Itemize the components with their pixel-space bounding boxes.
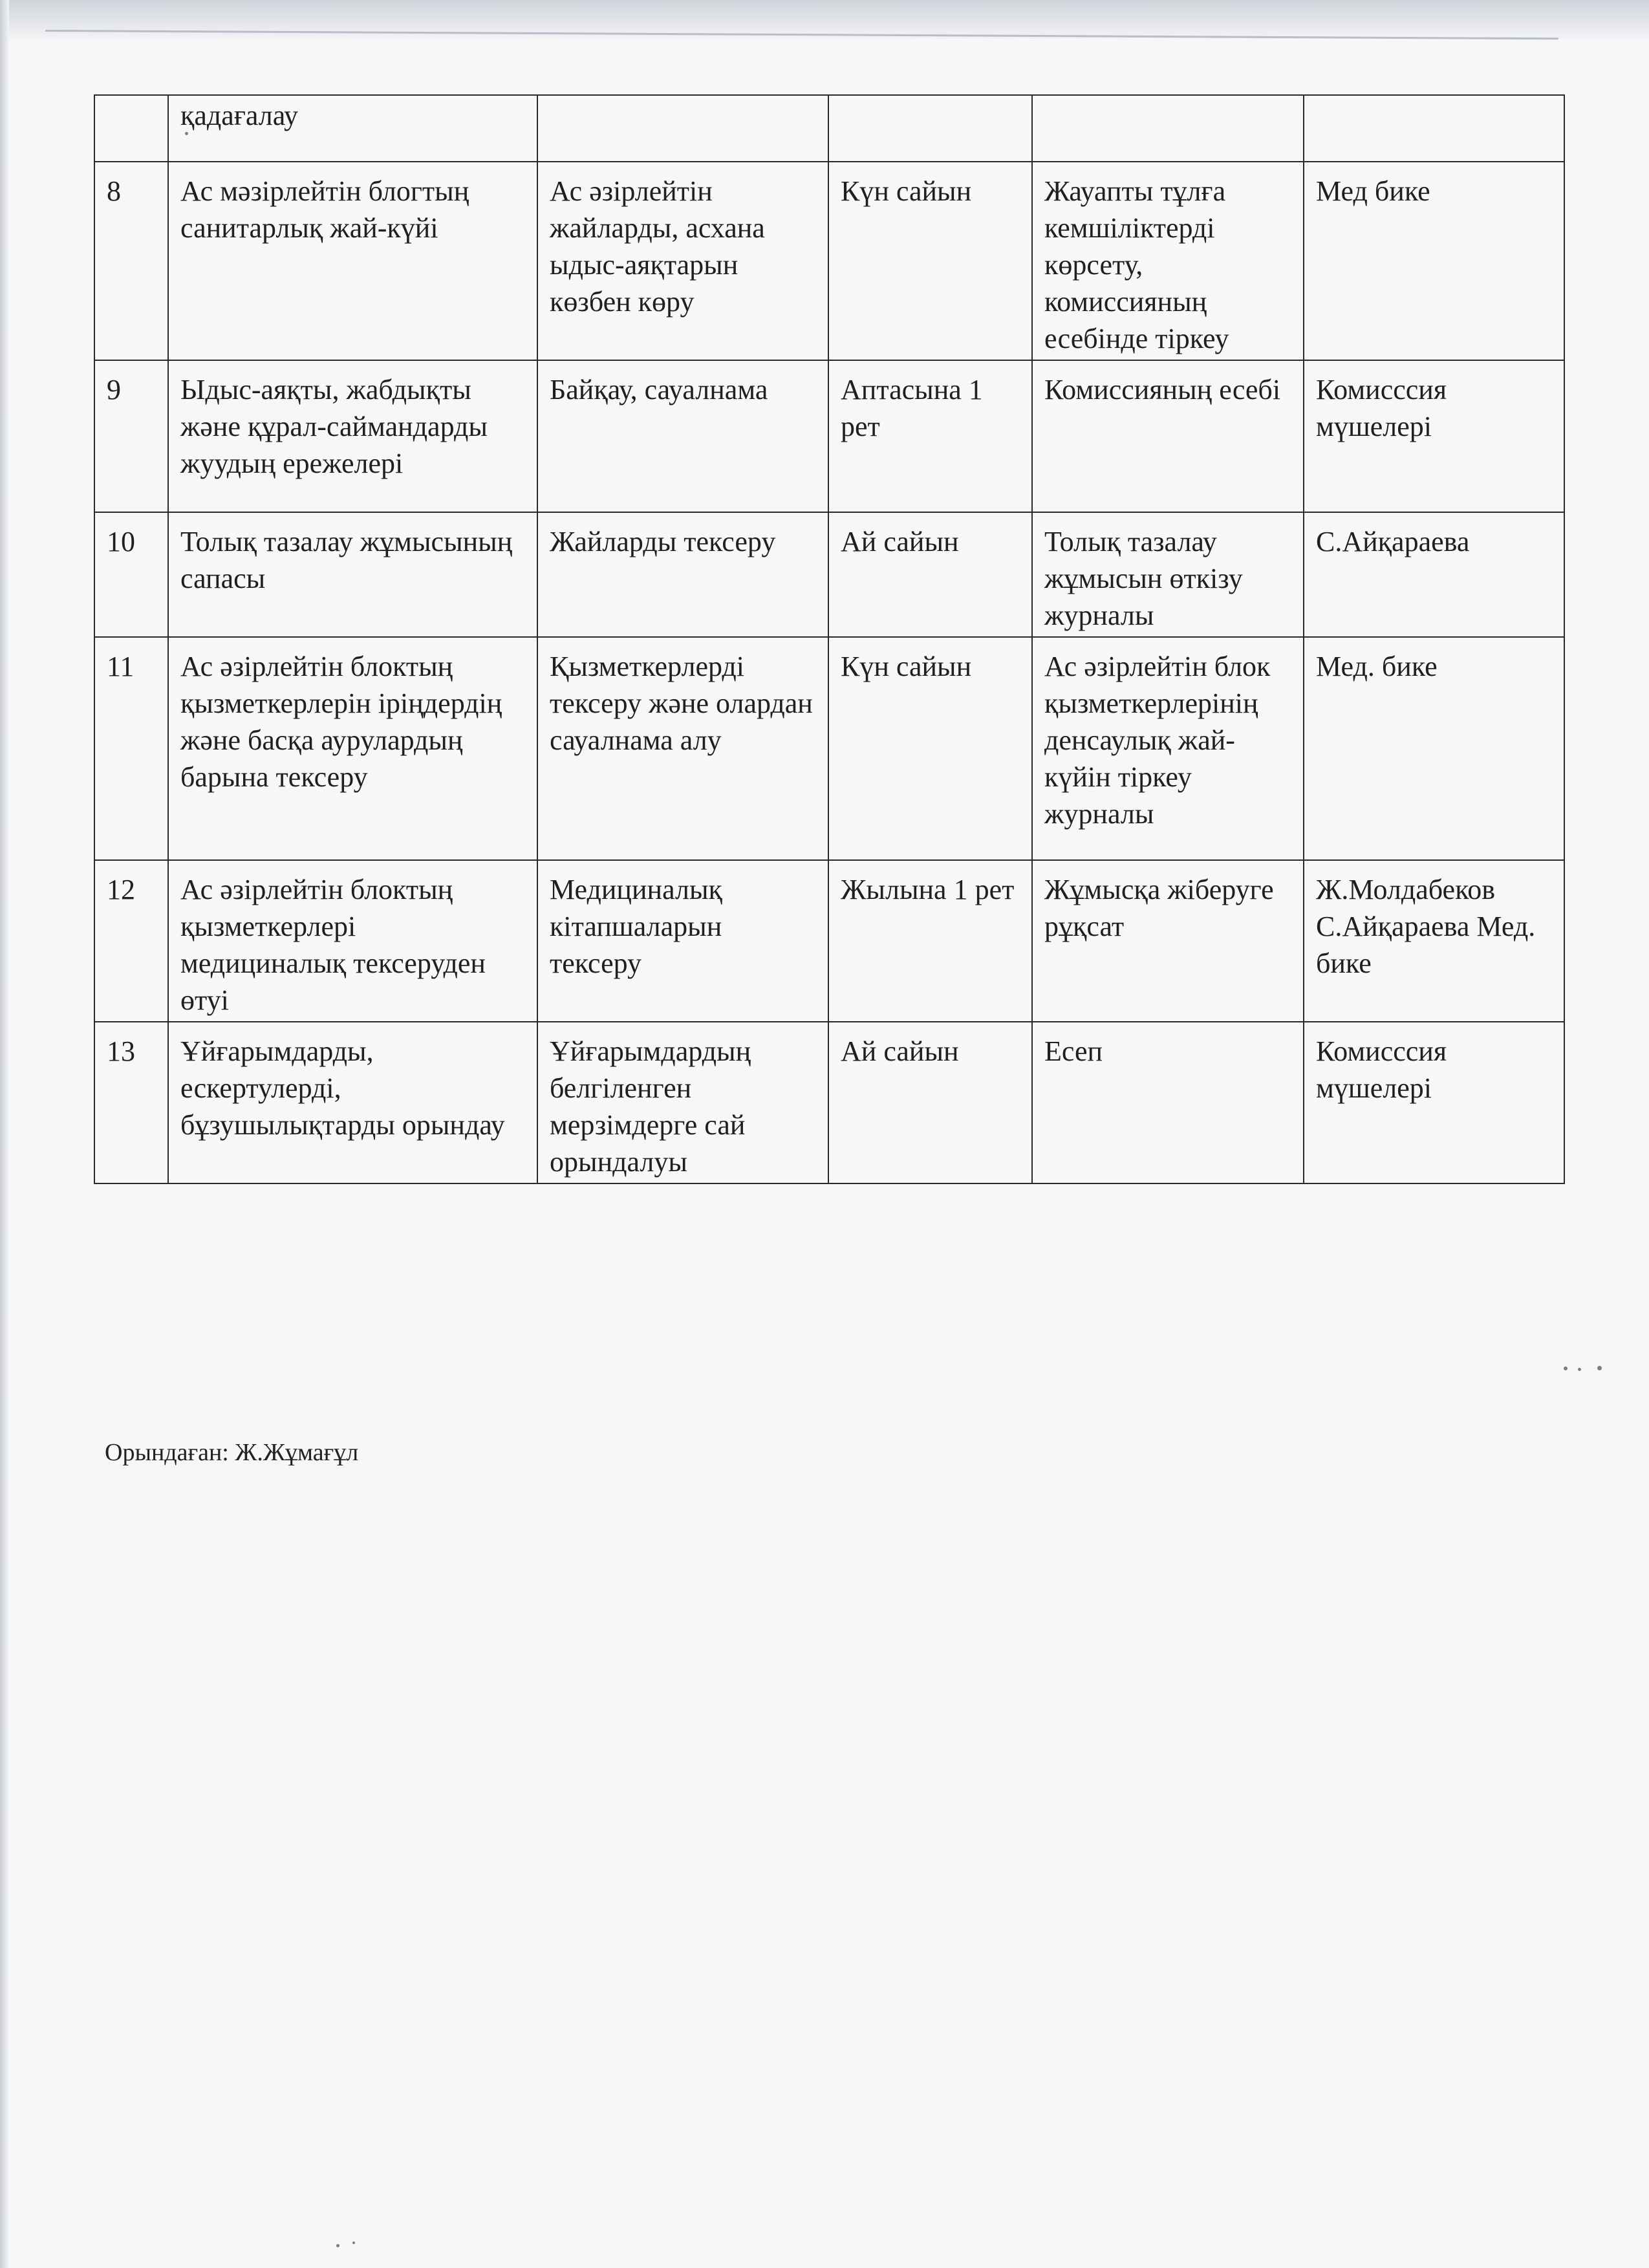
scan-speck [1564, 1366, 1568, 1370]
cell-document: Комиссияның есебі [1032, 360, 1304, 512]
table-row [94, 162, 1564, 360]
cell-control-object: Ұйғарымдарды, ескертулерді, бұзушылықтарды орындау [168, 1022, 537, 1183]
cell-document: Есеп [1032, 1022, 1304, 1183]
scan-speck [1597, 1366, 1602, 1370]
table-row [94, 637, 1564, 860]
cell-number [94, 95, 168, 162]
cell-document [1032, 95, 1304, 162]
table-row [94, 95, 1564, 162]
performed-by-signature-line: Орындаған: Ж.Жұмағұл [105, 1439, 359, 1466]
cell-responsible: Мед бике [1304, 162, 1564, 360]
table-row [94, 860, 1564, 1022]
cell-periodicity: Күн сайын [828, 637, 1032, 860]
cell-document: Толық тазалау жұмысын өткізу журналы [1032, 512, 1304, 637]
cell-number: 11 [94, 637, 168, 860]
cell-number: 8 [94, 162, 168, 360]
scan-speck [185, 132, 188, 135]
cell-control-method: Жайларды тексеру [537, 512, 828, 637]
cell-control-method: Ұйғарымдардың белгіленген мерзімдерге сай орындалуы [537, 1022, 828, 1183]
cell-control-object: Ас әзірлейтін блоктың қызметкерлерін іріңдердің және басқа аурулардың барына тексеру [168, 637, 537, 860]
scan-left-edge [0, 0, 9, 2268]
cell-periodicity: Ай сайын [828, 512, 1032, 637]
cell-number: 9 [94, 360, 168, 512]
cell-periodicity: Жылына 1 рет [828, 860, 1032, 1022]
scan-top-edge [0, 0, 1649, 39]
cell-periodicity: Күн сайын [828, 162, 1032, 360]
cell-control-method: Медициналық кітапшаларын тексеру [537, 860, 828, 1022]
cell-responsible: Комисссия мүшелері [1304, 360, 1564, 512]
cell-control-object: Ас мәзірлейтін блогтың санитарлық жай-күйі [168, 162, 537, 360]
cell-responsible: Комисссия мүшелері [1304, 1022, 1564, 1183]
cell-periodicity: Ай сайын [828, 1022, 1032, 1183]
control-plan-table [94, 94, 1565, 1184]
cell-control-method [537, 95, 828, 162]
cell-periodicity [828, 95, 1032, 162]
cell-responsible: Мед. бике [1304, 637, 1564, 860]
cell-control-method: Байқау, сауалнама [537, 360, 828, 512]
cell-number: 10 [94, 512, 168, 637]
cell-number: 12 [94, 860, 168, 1022]
table-row [94, 512, 1564, 637]
cell-responsible: С.Айқараева [1304, 512, 1564, 637]
cell-control-object: Толық тазалау жұмысының сапасы [168, 512, 537, 637]
cell-document: Ас әзірлейтін блок қызметкерлерінің денсаулық жай-күйін тіркеу журналы [1032, 637, 1304, 860]
cell-document: Жауапты тұлға кемшіліктерді көрсету, комиссияның есебінде тіркеу [1032, 162, 1304, 360]
cell-control-object: Ыдыс-аяқты, жабдықты және құрал-саймандарды жуудың ережелері [168, 360, 537, 512]
cell-responsible [1304, 95, 1564, 162]
cell-control-method: Ас әзірлейтін жайларды, асхана ыдыс-аяқтарын көзбен көру [537, 162, 828, 360]
cell-control-method: Қызметкерлерді тексеру және олардан сауалнама алу [537, 637, 828, 860]
cell-number: 13 [94, 1022, 168, 1183]
scan-speck [336, 2244, 339, 2247]
cell-control-object: қадағалау [168, 95, 537, 162]
cell-periodicity: Аптасына 1 рет [828, 360, 1032, 512]
scan-speck [352, 2241, 355, 2244]
scan-speck [1578, 1368, 1581, 1371]
cell-document: Жұмысқа жіберуге рұқсат [1032, 860, 1304, 1022]
table-row [94, 1022, 1564, 1183]
cell-responsible: Ж.Молдабеков С.Айқараева Мед. бике [1304, 860, 1564, 1022]
table-row [94, 360, 1564, 512]
cell-control-object: Ас әзірлейтін блоктың қызметкерлері медициналық тексеруден өтуі [168, 860, 537, 1022]
